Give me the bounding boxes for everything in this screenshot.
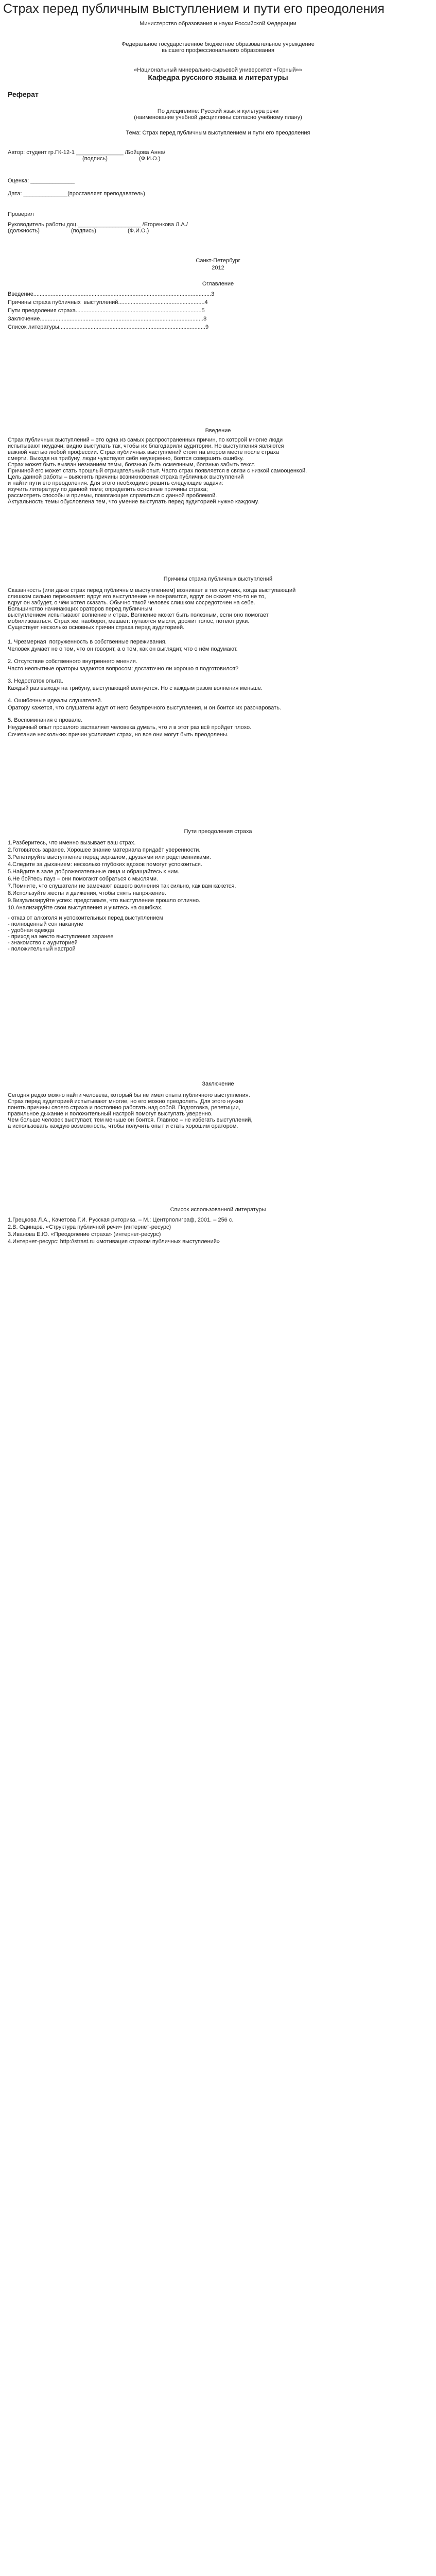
ways-item: 7.Помните, что слушатели не замечают вашего волнения так сильно, как вам кажется. — [8, 883, 236, 889]
toc-item[interactable]: Причины страха публичных выступлений.......................................................4 — [8, 299, 208, 306]
conclusion-title: Заключение — [202, 1081, 234, 1087]
causes-line: Большинство начинающих ораторов перед публичным — [8, 606, 152, 612]
cause-text: Каждый раз выходя на трибуну, выступающий волнуется. Но с каждым разом волнения меньше. — [8, 685, 263, 691]
reference-item[interactable]: 4.Интернет-ресурс: http://strast.ru «мотивация страхом публичных выступлений» — [8, 1239, 220, 1245]
intro-line: испытывают неудачи: видно выступать так, чтобы их благодарили аудитории. Но выступления являются — [8, 443, 284, 449]
cause-item: 5. Воспоминания о провале. — [8, 717, 83, 723]
year: 2012 — [212, 265, 224, 271]
ways-title: Пути преодоления страха — [184, 828, 252, 835]
ways-item: 1.Разберитесь, что именно вызывает ваш страх. — [8, 840, 136, 846]
toc-item[interactable]: Пути преодоления страха................................................................................5 — [8, 308, 205, 314]
toc-item[interactable]: Введение.................................................................................................................3 — [8, 291, 215, 297]
causes-line: слишком сильно переживает: вдруг его выступление не понравится, вдруг он скажет что-то не то, — [8, 594, 266, 600]
intro-line: рассмотреть способы и приемы, помогающие справиться с данной проблемой. — [8, 493, 217, 499]
intro-line: Страх публичных выступлений – это одна из самых распространенных причин, по которой многие люди — [8, 437, 283, 443]
references-title: Список использованной литературы — [170, 1207, 266, 1213]
intro-line: и найти пути его преодоления. Для этого необходимо решить следующие задачи: — [8, 480, 223, 486]
intro-line: Страх может быть вызван незнанием темы, боязнью быть осмеянным, боязнью забыть текст. — [8, 462, 255, 468]
ways-extra: - удобная одежда — [8, 927, 55, 934]
conclusion-line: Чем больше человек выступает, тем меньше он боится. Главное – не избегать выступлений, — [8, 1117, 253, 1123]
toc-item[interactable]: Список литературы.............................................................................................9 — [8, 324, 209, 330]
conclusion-line: а использовать каждую возможность, чтобы получить опыт и стать хорошим оратором. — [8, 1123, 238, 1129]
ways-item: 4.Следите за дыханием: несколько глубоких вдохов помогут успокоиться. — [8, 861, 202, 868]
causes-title: Причины страха публичных выступлений — [163, 576, 273, 582]
city: Санкт-Петербург — [196, 258, 240, 264]
cause-text: Оратору кажется, что слушатели ждут от него безупречного выступления, и он боится их разочаровать. — [8, 705, 282, 711]
conclusion-line: Страх перед аудиторией испытывают многие, но его можно преодолеть. Для этого нужно — [8, 1098, 243, 1105]
reference-item: 1.Грецкова Л.А., Качетова Г.И. Русская риторика. – М.: Центрполиграф, 2001. – 256 с. — [8, 1217, 234, 1223]
grade-line: Оценка: ______________ — [8, 178, 75, 184]
page-title: Страх перед публичным выступлением и пути его преодоления — [3, 2, 385, 16]
conclusion-line: понять причины своего страха и постоянно работать над собой. Подготовка, репетиции, — [8, 1105, 240, 1111]
discipline-note: (наименование учебной дисциплины согласно учебному плану) — [134, 114, 302, 121]
work-type: Реферат — [8, 90, 39, 98]
cause-item: 4. Ошибочные идеалы слушателей. — [8, 698, 102, 704]
institution-line-1: Федеральное государственное бюджетное образовательное учреждение — [121, 41, 315, 47]
causes-line: мобилизоваться. Страх же, наоборот, мешает: путаются мысли, дрожит голос, потеют руки. — [8, 618, 250, 624]
intro-line: изучить литературу по данной теме; определить основные причины страха; — [8, 486, 208, 493]
supervisor-line: Руководитель работы доц.____________________ /Егоренкова Л.А./ — [8, 222, 188, 228]
institution-line-2: высшего профессионального образования — [162, 47, 274, 54]
ways-extra: - положительный настрой — [8, 946, 76, 952]
cause-item: 3. Недостаток опыта. — [8, 678, 63, 684]
intro-line: Актуальность темы обусловлена тем, что умение выступать перед аудиторией нужно каждому. — [8, 499, 259, 505]
ways-item: 9.Визуализируйте успех: представьте, что выступление прошло отлично. — [8, 897, 201, 904]
conclusion-line: Сегодня редко можно найти человека, который бы не имел опыта публичного выступления. — [8, 1092, 250, 1098]
cause-text: Часто неопытные ораторы задаются вопросом: достаточно ли хорошо я подготовился? — [8, 666, 239, 672]
ways-item: 8.Используйте жесты и движения, чтобы снять напряжение. — [8, 890, 166, 896]
topic-line: Тема: Страх перед публичным выступлением и пути его преодоления — [126, 130, 310, 136]
intro-line: Причиной его может стать прошлый отрицательный опыт. Часто страх появляется в связи с низкой самооценкой. — [8, 468, 307, 474]
author-line: Автор: студент гр.ГК-12-1 _______________ /Бойцова Анна/ — [8, 149, 166, 156]
ways-extra: - приход на место выступления заранее — [8, 934, 114, 940]
author-signature-note: (подпись) (Ф.И.О.) — [82, 156, 161, 162]
ways-extra: - знакомство с аудиторией — [8, 940, 78, 946]
intro-line: Цель данной работы – выяснить причины возникновения страха публичных выступлений — [8, 474, 244, 480]
causes-line: Сказанность (или даже страх перед публичным выступлением) возникает в тех случаях, когда выступающий — [8, 587, 296, 594]
causes-line: Существует несколько основных причин страха перед аудиторией. — [8, 624, 185, 631]
supervisor-role: (должность) (подпись) (Ф.И.О.) — [8, 228, 149, 234]
ways-extra: - отказ от алкоголя и успокоительных перед выступлением — [8, 915, 163, 921]
ways-item: 10.Анализируйте свои выступления и учитесь на ошибках. — [8, 905, 163, 911]
ways-item: 5.Найдите в зале доброжелательные лица и обращайтесь к ним. — [8, 869, 180, 875]
ways-item: 2.Готовьтесь заранее. Хорошее знание материала придаёт уверенности. — [8, 847, 201, 853]
toc-title: Оглавление — [202, 281, 234, 287]
causes-line: выступлением испытывают волнение и страх. Волнение может быть полезным, если оно помогает — [8, 612, 269, 618]
toc-item[interactable]: Заключение........................................................................................................8 — [8, 316, 207, 322]
date-line: Дата: ______________(проставляет преподаватель) — [8, 191, 145, 197]
reference-item: 2.В. Одинцов. «Структура публичной речи» (интернет-ресурс) — [8, 1224, 171, 1230]
discipline-line: По дисциплине: Русский язык и культура речи — [157, 108, 279, 114]
ways-item: 6.Не бойтесь пауз – они помогают собраться с мыслями. — [8, 876, 159, 882]
intro-line: важной частью любой профессии. Страх публичных выступлений стоит на втором месте после страха — [8, 449, 280, 455]
university-line: «Национальный минерально-сырьевой университет «Горный»» — [134, 67, 302, 73]
ways-extra: - полноценный сон накануне — [8, 921, 83, 927]
conclusion-line: правильное дыхание и положительный настрой помогут выступать уверенно. — [8, 1111, 213, 1117]
reference-item: 3.Иванова Е.Ю. «Преодоление страха» (интернет-ресурс) — [8, 1231, 161, 1238]
ministry-line: Министерство образования и науки Российской Федерации — [139, 21, 297, 27]
intro-line: смерти. Выходя на трибуну, люди чувствуют себя неуверенно, боятся совершить ошибку. — [8, 455, 244, 462]
cause-text: Неудачный опыт прошлого заставляет человека думать, что и в этот раз всё пройдет плохо. — [8, 724, 252, 731]
checked-label: Проверил — [8, 211, 34, 217]
cause-text: Сочетание нескольких причин усиливает страх, но все они могут быть преодолены. — [8, 732, 229, 738]
ways-item: 3.Репетируйте выступление перед зеркалом, друзьями или родственниками. — [8, 854, 211, 860]
causes-line: вдруг он забудет, о чём хотел сказать. Обычно такой человек слишком сосредоточен на себе. — [8, 600, 255, 606]
cause-text: Человек думает не о том, что он говорит, а о том, как он выглядит, что о нём подумают. — [8, 646, 238, 652]
cause-item: 2. Отсутствие собственного внутреннего мнения. — [8, 658, 137, 665]
department-line: Кафедра русского языка и литературы — [148, 73, 288, 81]
cause-item: 1. Чрезмерная погруженность в собственные переживания. — [8, 639, 167, 645]
intro-title: Введение — [205, 428, 231, 434]
